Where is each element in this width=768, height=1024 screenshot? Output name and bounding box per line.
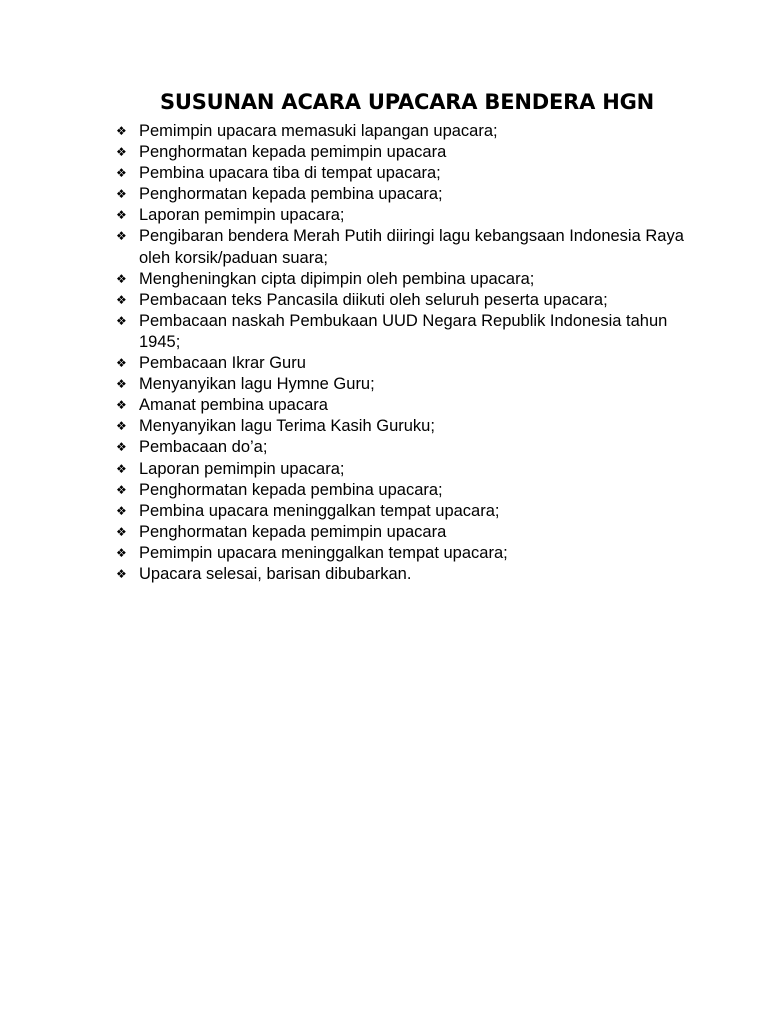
list-item xyxy=(116,522,696,543)
diamond-bullet-icon: ❖ xyxy=(116,229,127,244)
diamond-bullet-icon: ❖ xyxy=(116,440,127,455)
list-item-text: Pembacaan teks Pancasila diikuti oleh seluruh peserta upacara; xyxy=(139,290,608,309)
list-item-text: Penghormatan kepada pembina upacara; xyxy=(139,185,443,204)
diamond-bullet-icon: ❖ xyxy=(116,124,127,138)
diamond-bullet-icon: ❖ xyxy=(116,398,127,413)
diamond-bullet-icon: ❖ xyxy=(116,482,127,497)
list-item xyxy=(116,311,696,353)
diamond-bullet-icon: ❖ xyxy=(116,208,127,223)
list-item-text: Upacara selesai, barisan dibubarkan. xyxy=(139,564,412,583)
list-item xyxy=(116,564,696,585)
list-item-text: Pembacaan do’a; xyxy=(139,438,268,457)
diamond-bullet-icon: ❖ xyxy=(116,292,127,307)
diamond-bullet-icon: ❖ xyxy=(116,166,127,181)
list-item-text: Pembina upacara tiba di tempat upacara; xyxy=(139,164,441,183)
list-item xyxy=(116,395,696,416)
list-item-text: Pembina upacara meninggalkan tempat upacara; xyxy=(139,501,500,520)
list-item xyxy=(116,459,696,480)
list-item-text: Penghormatan kepada pemimpin upacara xyxy=(139,522,447,541)
list-item-text: Laporan pemimpin upacara; xyxy=(139,459,345,478)
diamond-bullet-icon: ❖ xyxy=(116,313,127,328)
list-item-text: Penghormatan kepada pemimpin upacara xyxy=(139,143,447,162)
diamond-bullet-icon: ❖ xyxy=(116,524,127,539)
list-item-text: Pembacaan naskah Pembukaan UUD Negara Republik Indonesia tahun 1945; xyxy=(139,311,668,351)
list-item xyxy=(116,480,696,501)
list-item xyxy=(116,269,696,290)
list-item xyxy=(116,374,696,395)
ceremony-agenda-list xyxy=(116,121,696,585)
list-item-text: Laporan pemimpin upacara; xyxy=(139,206,345,225)
list-item-text: Pemimpin upacara meninggalkan tempat upacara; xyxy=(139,543,508,562)
diamond-bullet-icon: ❖ xyxy=(116,566,127,581)
list-item-text: Menyanyikan lagu Terima Kasih Guruku; xyxy=(139,417,435,436)
list-item-text: Pemimpin upacara memasuki lapangan upacara; xyxy=(139,122,498,140)
list-item-text: Penghormatan kepada pembina upacara; xyxy=(139,480,443,499)
list-item xyxy=(116,353,696,374)
list-item xyxy=(116,142,696,163)
diamond-bullet-icon: ❖ xyxy=(116,187,127,202)
list-item xyxy=(116,543,696,564)
diamond-bullet-icon: ❖ xyxy=(116,145,127,160)
diamond-bullet-icon: ❖ xyxy=(116,545,127,560)
list-item xyxy=(116,121,696,142)
list-item xyxy=(116,290,696,311)
list-item xyxy=(116,184,696,205)
list-item-text: Mengheningkan cipta dipimpin oleh pembina upacara; xyxy=(139,269,535,288)
document-title: SUSUNAN ACARA UPACARA BENDERA HGN xyxy=(159,90,655,114)
diamond-bullet-icon: ❖ xyxy=(116,377,127,392)
diamond-bullet-icon: ❖ xyxy=(116,461,127,476)
diamond-bullet-icon: ❖ xyxy=(116,419,127,434)
list-item xyxy=(116,163,696,184)
diamond-bullet-icon: ❖ xyxy=(116,503,127,518)
list-item xyxy=(116,501,696,522)
list-item-text: Amanat pembina upacara xyxy=(139,396,328,415)
list-item xyxy=(116,205,696,226)
diamond-bullet-icon: ❖ xyxy=(116,356,127,371)
list-item xyxy=(116,437,696,458)
list-item-text: Pembacaan Ikrar Guru xyxy=(139,354,306,373)
list-item-text: Menyanyikan lagu Hymne Guru; xyxy=(139,375,375,394)
list-item xyxy=(116,226,696,268)
list-item xyxy=(116,416,696,437)
diamond-bullet-icon: ❖ xyxy=(116,271,127,286)
list-item-text: Pengibaran bendera Merah Putih diiringi lagu kebangsaan Indonesia Raya oleh korsik/paduan suara; xyxy=(139,227,684,267)
